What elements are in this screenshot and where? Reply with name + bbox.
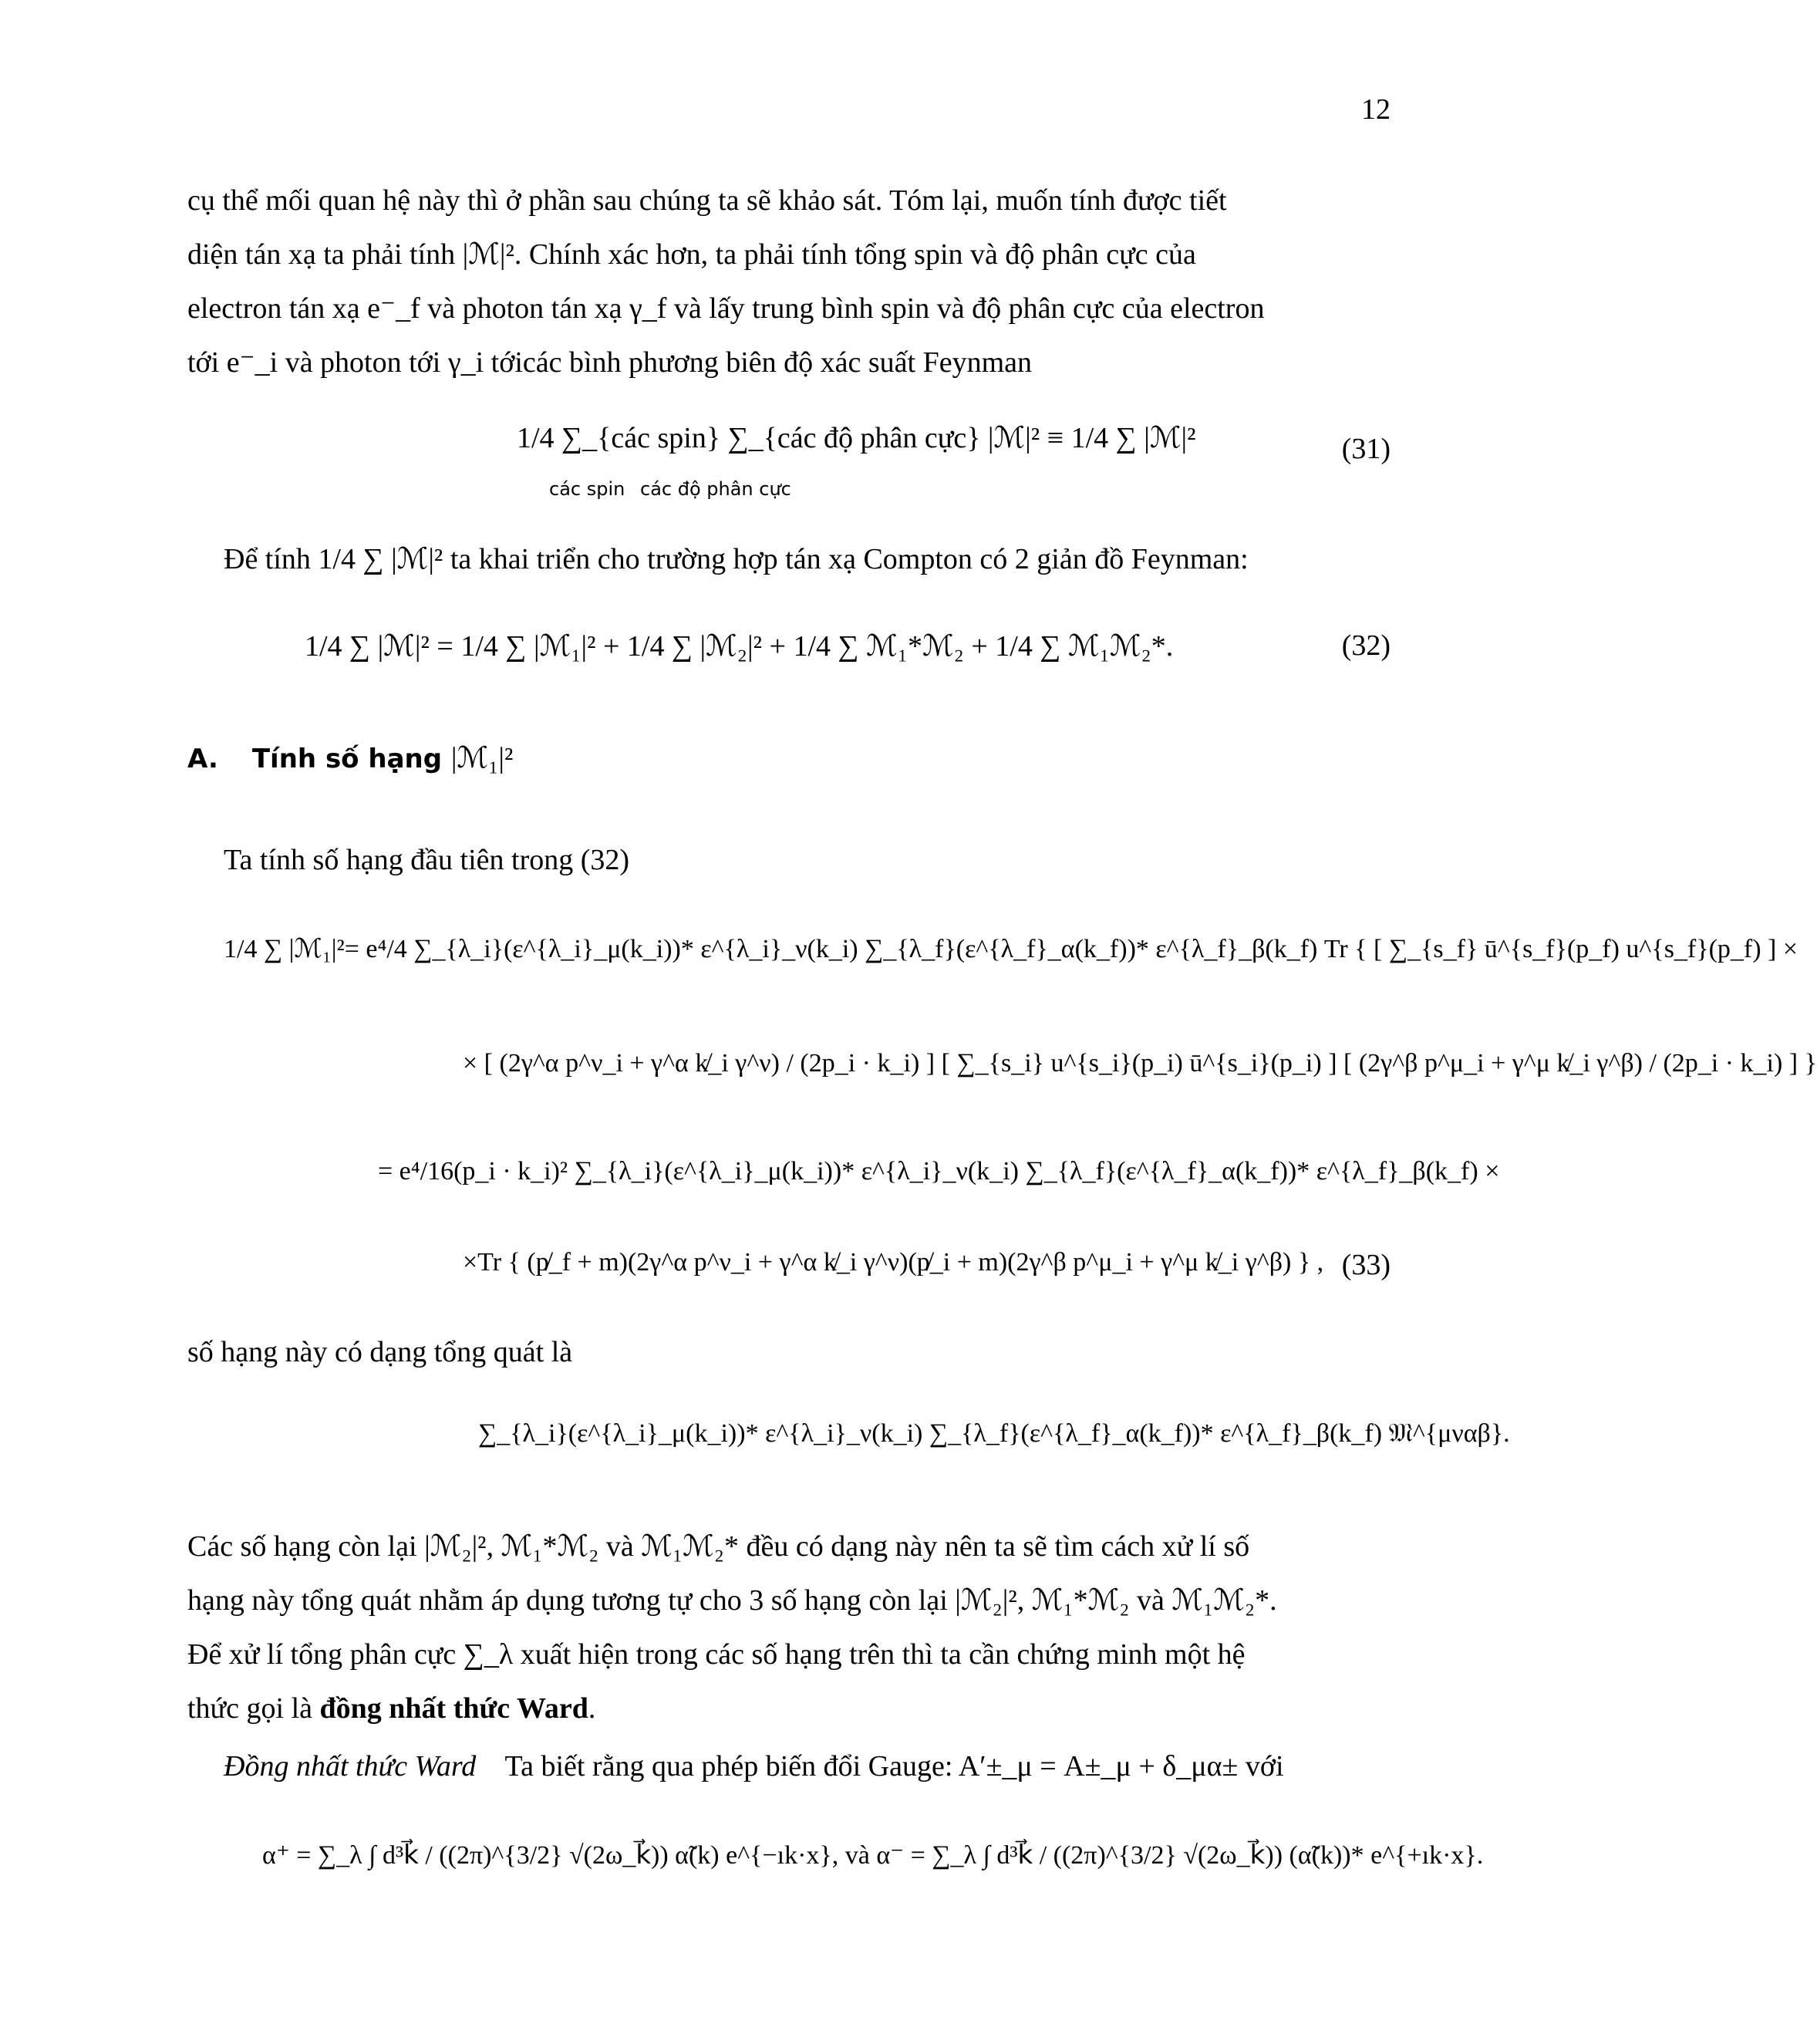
equation-number-32: (32) (1341, 629, 1391, 662)
paragraph-remaining-terms (187, 1520, 1391, 1735)
paragraph-text: thức gọi là (187, 1692, 320, 1725)
paragraph-first-term (224, 833, 1427, 887)
section-title: Tính số hạng (251, 744, 443, 774)
paragraph-text: Ta biết rằng qua phép biến đổi Gauge: A′±_μ = A±_μ + δ_μα± với (504, 1750, 1284, 1783)
paragraph-text: Ta tính số hạng đầu tiên trong (32) (224, 844, 630, 876)
equation-number-33: (33) (1341, 1249, 1391, 1281)
paragraph-line: Các số hạng còn lại |ℳ₂|², ℳ₁*ℳ₂ và ℳ₁ℳ₂* đều có dạng này nên ta sẽ tìm cách xử lí số (187, 1530, 1250, 1563)
paragraph-line: electron tán xạ e⁻_f và photon tán xạ γ_f và lấy trung bình spin và độ phân cực của electron (187, 292, 1265, 325)
equation-alpha: α⁺ = ∑_λ ∫ d³k⃗ / ((2π)^{3/2} √(2ω_k⃗)) α̃(k) e^{−ık·x}, và α⁻ = ∑_λ ∫ d³k⃗ / ((2π)^{3/2} √(2ω_k⃗)) (α̃(k))* e^{+ık·x}. (262, 1841, 1484, 1870)
equation-33-line-2: × [ (2γ^α p^ν_i + γ^α k̸_i γ^ν) / (2p_i · k_i) ] [ ∑_{s_i} u^{s_i}(p_i) ū^{s_i}(p_i) ] [ (2γ^β p^μ_i + γ^μ k̸_i γ^β) / (2p_i · k_i) ] } (463, 1049, 1817, 1078)
section-label: A. (187, 744, 218, 774)
equation-33-line-3: = e⁴/16(p_i · k_i)² ∑_{λ_i}(ε^{λ_i}_μ(k_i))* ε^{λ_i}_ν(k_i) ∑_{λ_f}(ε^{λ_f}_α(k_f))* ε^{λ_f}_β(k_f) × (378, 1157, 1500, 1186)
ward-identity-title: Đồng nhất thức Ward (224, 1750, 477, 1783)
equation-31-label-polarization: các độ phân cực (640, 478, 791, 500)
equation-33-line-4: ×Tr { (p̸_f + m)(2γ^α p^ν_i + γ^α k̸_i γ^ν)(p̸_i + m)(2γ^β p^μ_i + γ^μ k̸_i γ^β) } , (463, 1248, 1324, 1277)
equation-number-31: (31) (1341, 433, 1391, 465)
paragraph-ward-identity (224, 1739, 1392, 1793)
equation-33-line-1: 1/4 ∑ |ℳ₁|²= e⁴/4 ∑_{λ_i}(ε^{λ_i}_μ(k_i))* ε^{λ_i}_ν(k_i) ∑_{λ_f}(ε^{λ_f}_α(k_f))* ε^{λ_f}_β(k_f) Tr { [ ∑_{s_f} ū^{s_f}(p_f) u^{s_f}(p_f) ] × (224, 935, 1798, 963)
ward-identity-term: đồng nhất thức Ward (319, 1692, 588, 1725)
section-title-math: |ℳ₁|² (450, 742, 514, 774)
paragraph-line: diện tán xạ ta phải tính |ℳ|². Chính xác hơn, ta phải tính tổng spin và độ phân cực của (187, 238, 1196, 271)
equation-31: 1/4 ∑_{các spin} ∑_{các độ phân cực} |ℳ|² ≡ 1/4 ∑ |ℳ|² (517, 422, 1196, 454)
section-heading (187, 740, 513, 775)
page-number: 12 (1361, 93, 1391, 126)
paragraph-line (187, 1681, 1391, 1735)
paragraph-line: cụ thể mối quan hệ này thì ở phần sau chúng ta sẽ khảo sát. Tóm lại, muốn tính được tiết (187, 184, 1227, 217)
paragraph-text: . (588, 1692, 596, 1725)
equation-general-form: ∑_{λ_i}(ε^{λ_i}_μ(k_i))* ε^{λ_i}_ν(k_i) ∑_{λ_f}(ε^{λ_f}_α(k_f))* ε^{λ_f}_β(k_f) 𝔐^{μναβ}. (478, 1419, 1510, 1448)
paragraph-line: hạng này tổng quát nhằm áp dụng tương tự cho 3 số hạng còn lại |ℳ₂|², ℳ₁*ℳ₂ và ℳ₁ℳ₂*. (187, 1584, 1277, 1617)
paragraph-line: Để xử lí tổng phân cực ∑_λ xuất hiện trong các số hạng trên thì ta cần chứng minh một hệ (187, 1638, 1246, 1671)
equation-32: 1/4 ∑ |ℳ|² = 1/4 ∑ |ℳ₁|² + 1/4 ∑ |ℳ₂|² + 1/4 ∑ ℳ₁*ℳ₂ + 1/4 ∑ ℳ₁ℳ₂*. (305, 630, 1174, 663)
paragraph-intro (187, 174, 1391, 390)
paragraph-line: tới e⁻_i và photon tới γ_i tớicác bình phương biên độ xác suất Feynman (187, 346, 1033, 379)
paragraph-expansion: Để tính 1/4 ∑ |ℳ|² ta khai triển cho trường hợp tán xạ Compton có 2 giản đồ Feynman: (224, 543, 1249, 575)
paragraph-general-form: số hạng này có dạng tổng quát là (187, 1336, 573, 1368)
equation-31-label-spin: các spin (549, 478, 625, 500)
